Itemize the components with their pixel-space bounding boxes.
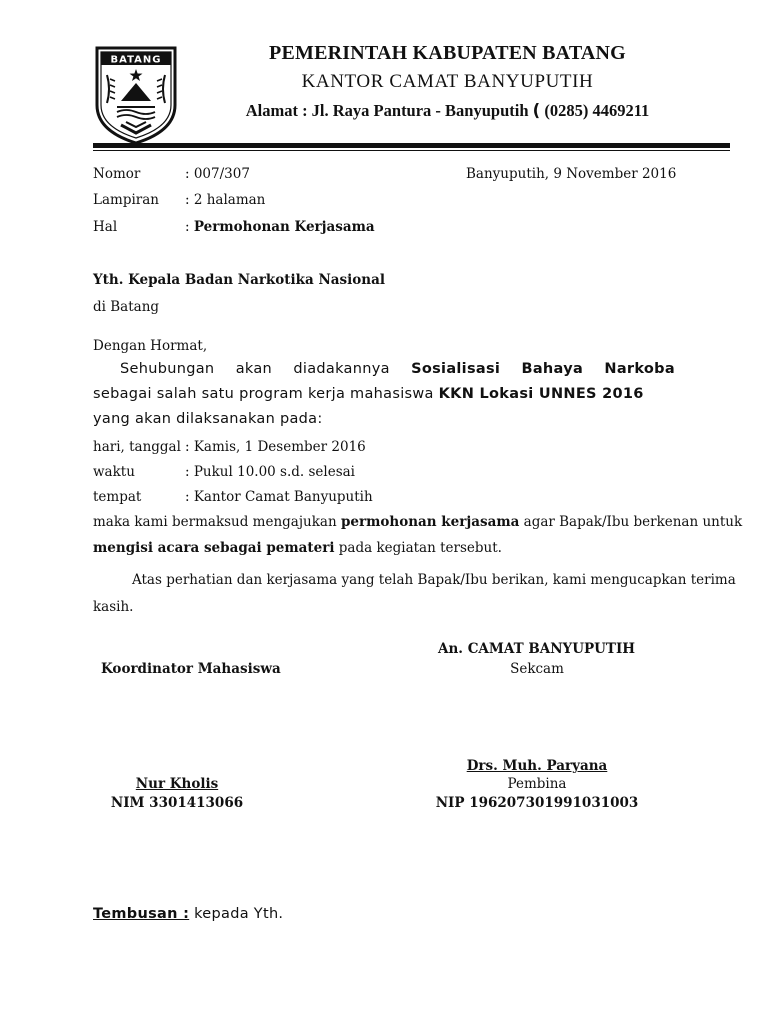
letterhead-divider-thin bbox=[93, 150, 730, 151]
phone-icon: ( bbox=[532, 101, 541, 120]
detail-value: : Kantor Camat Banyuputih bbox=[185, 489, 373, 505]
greeting: Dengan Hormat, bbox=[93, 338, 208, 354]
p1-event-word: Sosialisasi bbox=[411, 361, 501, 377]
recipient-name: Yth. Kepala Badan Narkotika Nasional bbox=[93, 272, 385, 288]
lampiran-label: Lampiran bbox=[93, 192, 159, 208]
recipient-location: di Batang bbox=[93, 299, 160, 315]
paragraph3-line2: kasih. bbox=[93, 599, 134, 615]
letterhead-divider-thick bbox=[93, 143, 730, 148]
p1-word: diadakannya bbox=[293, 361, 390, 377]
sign-right-title: An. CAMAT BANYUPUTIH bbox=[438, 641, 636, 657]
p1-program: KKN Lokasi UNNES 2016 bbox=[438, 386, 644, 402]
phone-number: (0285) 4469211 bbox=[540, 101, 650, 120]
p1-event-word: Narkoba bbox=[604, 361, 675, 377]
nomor-label: Nomor bbox=[93, 166, 141, 182]
detail-label: waktu bbox=[93, 464, 135, 480]
sign-left-nim: NIM 3301413066 bbox=[110, 795, 244, 811]
paragraph3-line1: Atas perhatian dan kerjasama yang telah Bapak/Ibu berikan, kami mengucapkan terima bbox=[132, 572, 736, 588]
batang-regency-logo bbox=[93, 45, 179, 145]
sign-right-name: Drs. Muh. Paryana bbox=[466, 758, 608, 774]
hal-label: Hal bbox=[93, 219, 118, 235]
paragraph1-line3: yang akan dilaksanakan pada: bbox=[93, 411, 323, 427]
detail-label: tempat bbox=[93, 489, 142, 505]
paragraph2-line2 bbox=[93, 540, 502, 556]
place-date: Banyuputih, 9 November 2016 bbox=[466, 166, 677, 182]
carbon-copy bbox=[93, 906, 283, 922]
cc-label: Tembusan : bbox=[93, 906, 190, 922]
svg-text:BATANG: BATANG bbox=[110, 54, 162, 66]
address-text: Alamat : Jl. Raya Pantura - Banyuputih bbox=[245, 101, 533, 120]
hal-value bbox=[185, 219, 375, 235]
letterhead-office: KANTOR CAMAT BANYUPUTIH bbox=[301, 71, 594, 92]
p2-text: agar Bapak/Ibu berkenan untuk bbox=[519, 514, 743, 530]
paragraph1-line2 bbox=[93, 386, 644, 402]
p2-role: mengisi acara sebagai pemateri bbox=[93, 540, 335, 556]
lampiran-value: : 2 halaman bbox=[185, 192, 266, 208]
sign-left-title: Koordinator Mahasiswa bbox=[101, 661, 281, 677]
detail-value: : Kamis, 1 Desember 2016 bbox=[185, 439, 366, 455]
paragraph2-line1 bbox=[93, 514, 743, 530]
hal-subject: Permohonan Kerjasama bbox=[193, 219, 375, 235]
nomor-value: : 007/307 bbox=[185, 166, 250, 182]
cc-text: kepada Yth. bbox=[189, 906, 284, 922]
p1-word: akan bbox=[235, 361, 273, 377]
sign-right-nip: NIP 196207301991031003 bbox=[435, 795, 639, 811]
hal-colon: : bbox=[185, 219, 194, 235]
sign-right-position: Sekcam bbox=[510, 661, 564, 677]
detail-value: : Pukul 10.00 s.d. selesai bbox=[185, 464, 356, 480]
paragraph1-line1 bbox=[120, 361, 675, 377]
letterhead-title: PEMERINTAH KABUPATEN BATANG bbox=[269, 42, 626, 64]
p1-event-word: Bahaya bbox=[521, 361, 584, 377]
sign-left-name: Nur Kholis bbox=[135, 776, 219, 792]
p2-text: pada kegiatan tersebut. bbox=[334, 540, 502, 556]
p2-request: permohonan kerjasama bbox=[340, 514, 520, 530]
sign-right-rank: Pembina bbox=[507, 776, 567, 792]
p1-word: Sehubungan bbox=[120, 361, 215, 377]
letterhead-address bbox=[185, 101, 710, 121]
p2-text: maka kami bermaksud mengajukan bbox=[93, 514, 341, 530]
p1-l2-text: sebagai salah satu program kerja mahasiswa bbox=[93, 386, 439, 402]
detail-label: hari, tanggal bbox=[93, 439, 181, 455]
